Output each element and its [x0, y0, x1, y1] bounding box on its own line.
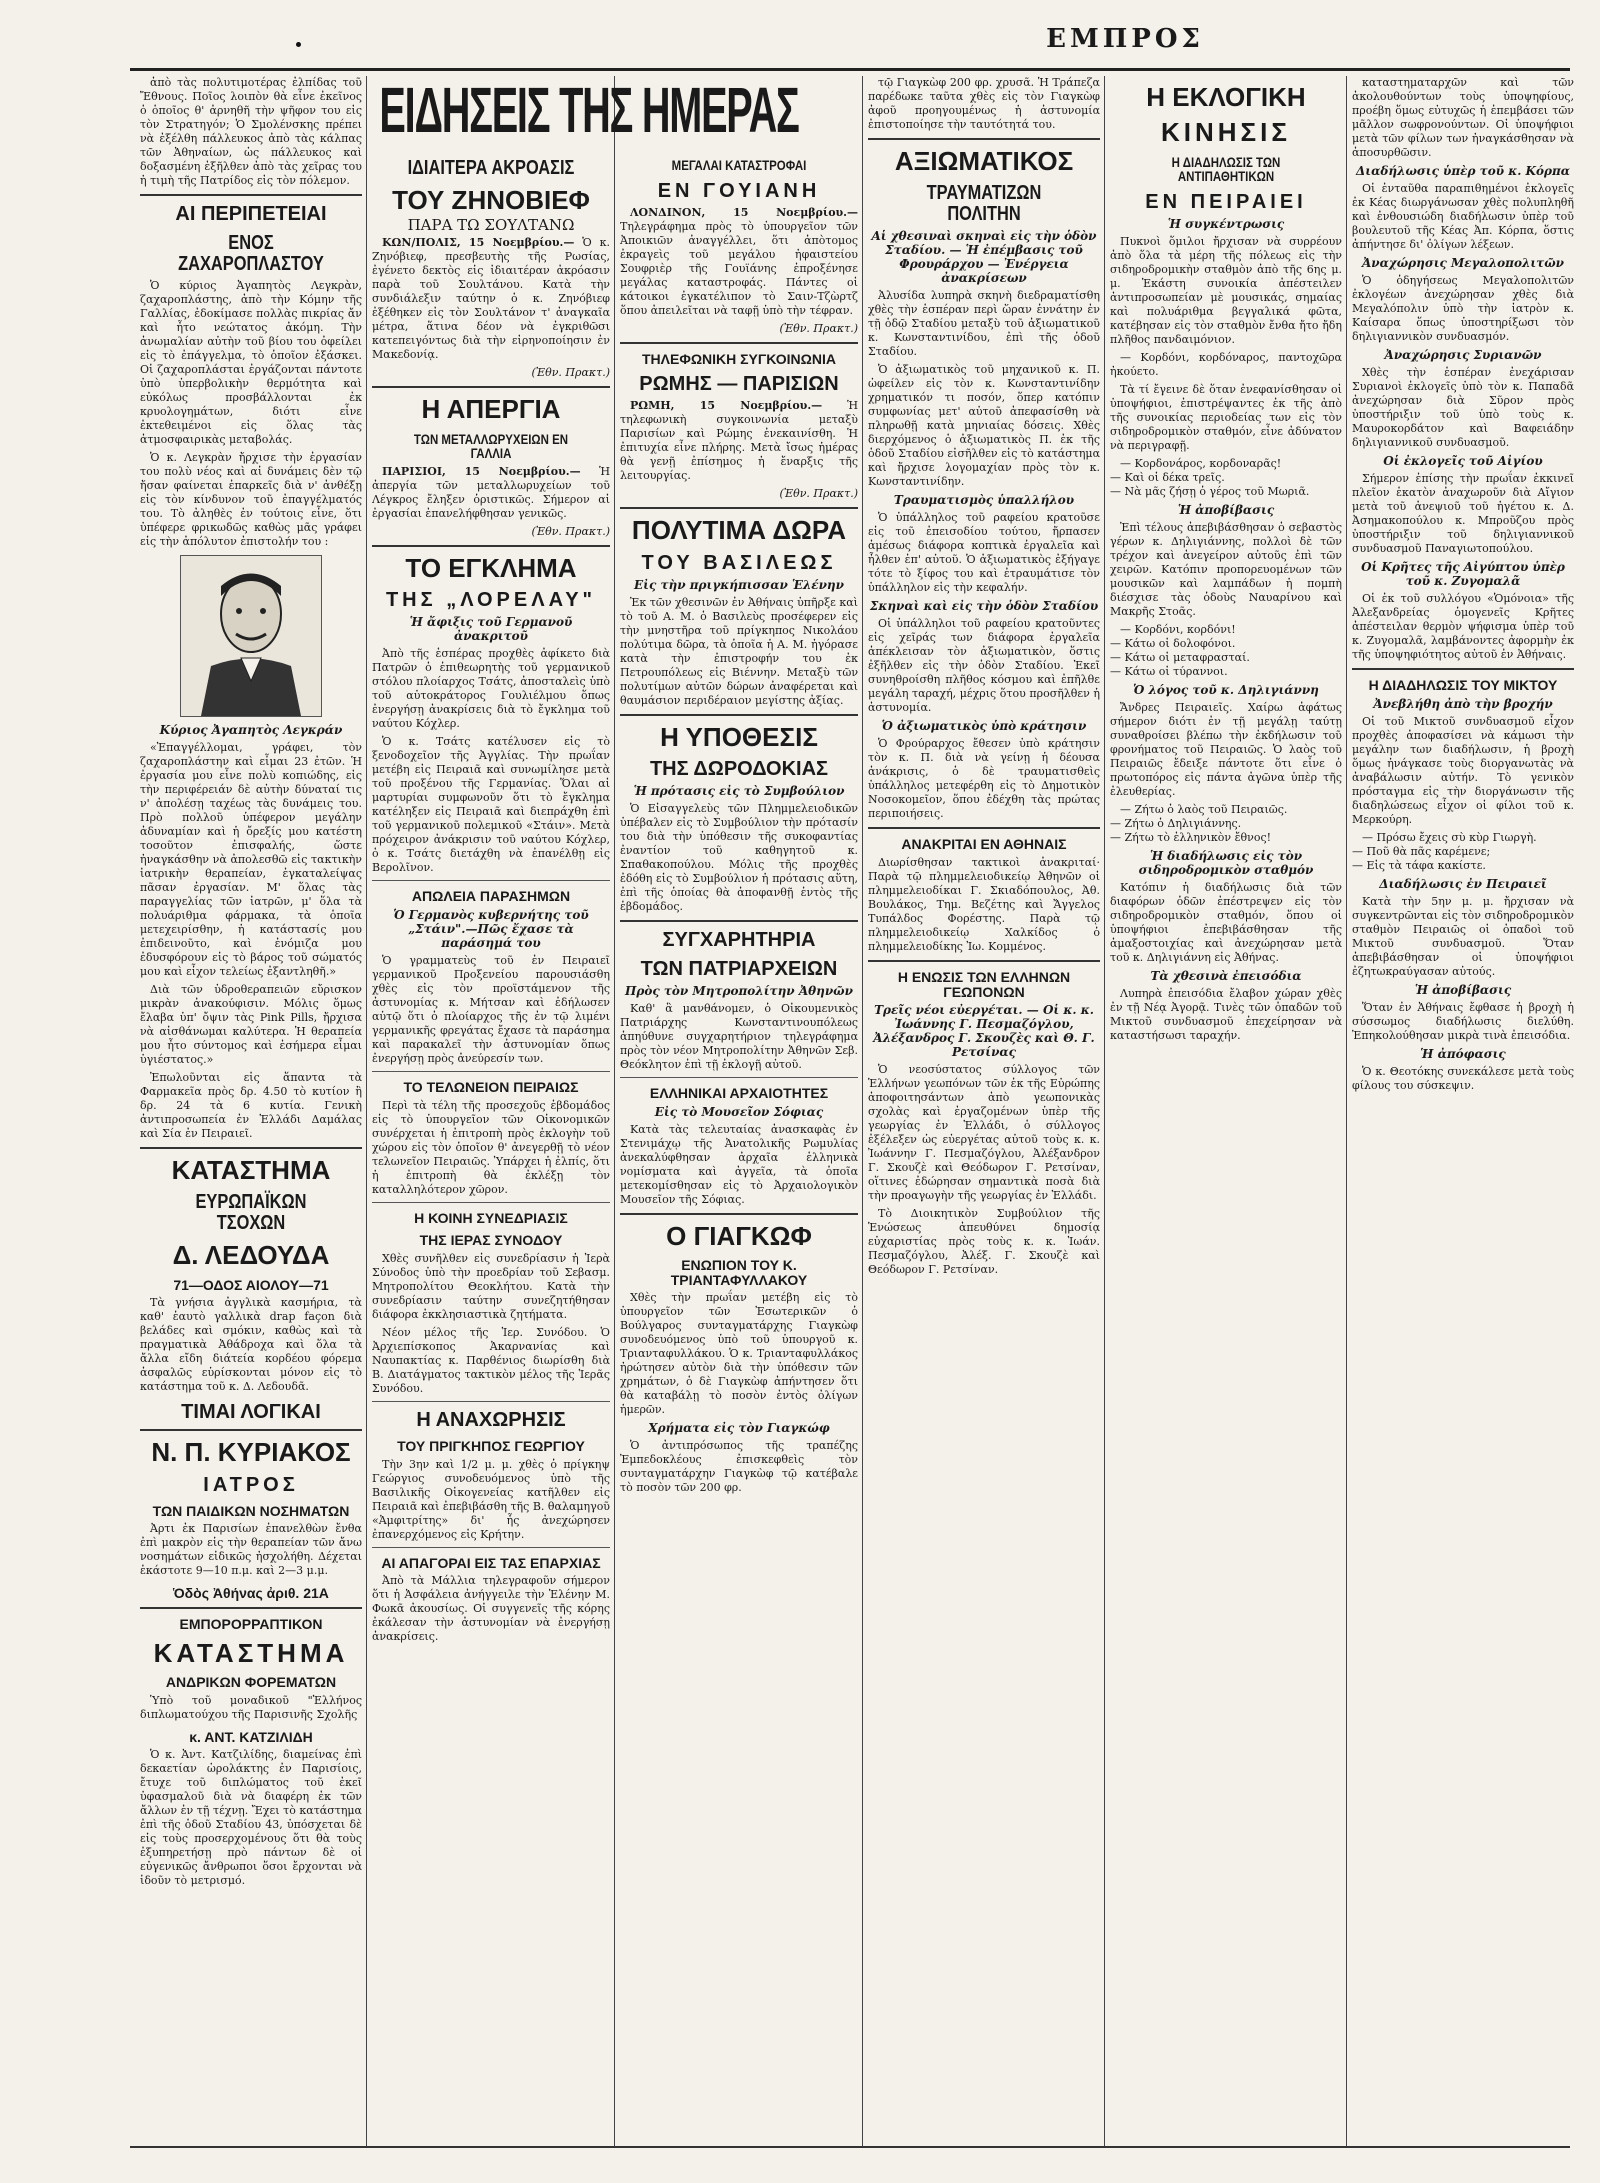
divider [868, 827, 1100, 829]
article-text: Λυπηρὰ ἐπεισόδια ἔλαβον χώραν χθὲς ἐν τῇ Νέᾳ Ἀγορᾷ. Τινὲς τῶν ὀπαδῶν τοῦ Μικτοῦ συνδυασμοῦ ἐπεχείρησαν νὰ καταστήσωσι ταραχήν. [1110, 986, 1342, 1042]
dateline: ΡΩΜΗ, 15 Νοεμβρίου.— [630, 399, 823, 413]
portrait-illustration [180, 555, 322, 717]
continued-text: ἀπὸ τὰς πολυτιμοτέρας ἐλπίδας τοῦ Ἔθνους. Ποῖος λοιπὸν θὰ εἶνε ἐκεῖνος ὁ ὁποῖος θ' ἀρνηθῆ τὴν ψῆφον του εἰς τὸν Στρατηγόν; Ὁ Σμολένσκης πρέπει νὰ ἐξέλθη πάλλευκος ἀπὸ τὰς κάλπας τῶν Ἀθηναίων, ὡς πάλλευκος καὶ δοξασμένη ἐξῆλθεν ἀπὸ τὰς χεῖρας του ἡ τιμὴ τῆς Πατρίδος εἰς τὸν πόλεμον. [140, 76, 362, 187]
subheadline: Ἀνεβλήθη ἀπὸ τὴν βροχήν [1373, 696, 1553, 711]
divider [140, 1607, 362, 1609]
article-text: Οἱ ὑπάλληλοι τοῦ ραφείου κρατοῦντες εἰς χεῖράς των διάφορα ἐργαλεῖα ἀπέκλεισαν τὸν ἀξιωματικὸν, ὅστις ἐξῆλθεν εἰς τὴν ὁδὸν Σταδίου. Ἐκεῖ συνηθροίσθη πλῆθος κόσμου καὶ ἐπῆλθε μεγάλη ταραχή, μέχρις ὅτου προσῆλθεν ἡ ἀστυνομία. [868, 617, 1100, 715]
headline: ΤΟΥ ΒΑΣΙΛΕΩΣ [641, 551, 837, 574]
dateline: ΚΩΝ/ΠΟΛΙΣ, 15 Νοεμβρίου.— [382, 236, 575, 250]
headline: Η ΑΠΕΡΓΙΑ [421, 394, 561, 425]
ad-headline: ΤΩΝ ΠΑΙΔΙΚΩΝ ΝΟΣΗΜΑΤΩΝ [152, 1502, 350, 1519]
subheadline: Τρεῖς νέοι εὐεργέται. — Οἱ κ. κ. Ἰωάννης Γ. Πεσμαζόγλου, Ἀλέξανδρος Γ. Σκουζὲς καὶ Θ. Γ. Ρετσίνας [873, 1003, 1095, 1060]
article-text: «Ἐπαγγέλλομαι, γράφει, τὸν ζαχαροπλάστην καὶ εἶμαι 23 ἐτῶν. Ἡ ἐργασία μου εἶνε πολὺ κοπιώδης, εἰς τὴν περιφέρειάν δὲ αὐτὴν δύναταί τις ν' ἀπολέσῃ ταχέως τὰς δυνάμεις του. Πρὸ πολλοῦ ὑπέφερον μεγάλην ἀδυναμίαν καὶ ἡ ὄρεξίς μου κατέστη τοσοῦτον ἐπισφαλής, ὥστε ἠναγκάσθην νὰ ἀπολεσθῶ εἰς τακτικὴν ἰατρικὴν θεραπείαν, ἐγκαταλείψας πᾶσαν ἐργασίαν. Μ' ὅλας τὰς παραγγελίας τῶν ἰατρῶν, μ' ὅλα τὰ πολυάριθμα φάρμακα, τὰ ὁποῖα μετεχειρίσθην, ἡ κατάστασίς μου ἐπιδεινοῦτο, καὶ ἐνόμιζα μου ἐδυσφόρουν εἰς τὸ βάρος τοῦ σώματός μου καὶ εἶχον τελείως ἐξαντληθῆ.» [140, 741, 362, 978]
continued-text: καταστηματαρχῶν καὶ τῶν ἀκολουθούντων τοὺς ὑποψηφίους, προέβη ὅμως εὐτυχῶς ἡ ἐπεμβάσει τῶν μᾶλλον σωφρονούντων. Οἱ ὑποψήφιοι μετὰ τῶν φίλων των ἠναγκάσθησαν νὰ ἀποσυρθῶσιν. [1352, 76, 1574, 159]
ad-text: Ὑπὸ τοῦ μοναδικοῦ "Ἑλλήνος διπλωματούχου τῆς Παρισινῆς Σχολῆς [140, 1693, 362, 1721]
headline: ΜΕΓΑΛΑΙ ΚΑΤΑΣΤΡΟΦΑΙ [671, 157, 807, 173]
ad-address: 71—ΟΔΟΣ ΑΙΟΛΟΥ—71 [173, 1276, 329, 1293]
article-text: Διωρίσθησαν τακτικοὶ ἀνακριταί· Παρὰ τῷ πλημμελειοδικείῳ Ἀθηνῶν οἱ πλημμελειοδίκαι Γ. Σκιαδόπουλος, Ἀθ. Βουλάκος, Τημ. Βεζέτης καὶ Ἄγγελος Τυπάλδος Φορέστης. Παρὰ τῷ πλημμελειοδικείῳ Χαλκίδος ὁ πλημμελειοδίκης Ἰω. Κομμένος. [868, 855, 1100, 953]
article-text: — Κορδόνι, κορδόνι! — Κάτω οἱ δολοφόνοι. — Κάτω οἱ μεταφρασταί. — Κάτω οἱ τύραννοι. [1110, 622, 1250, 678]
divider [372, 1547, 610, 1548]
article-text: Κατὰ τὰς τελευταίας ἀνασκαφὰς ἐν Στενιμάχῳ τῆς Ἀνατολικῆς Ρωμυλίας ἀνεκαλύφθησαν ἀρχαῖα ἑλληνικὰ νομίσματα καὶ ἀγγεῖα, τὰ ὁποῖα μετεκομίσθησαν εἰς τὸ Ἀρχαιολογικὸν Μουσεῖον τῆς Σόφιας. [620, 1122, 858, 1206]
article-text: Κατὰ τὴν 5ην μ. μ. ἤρχισαν νὰ συγκεντρῶνται εἰς τὸν σιδηροδρομικὸν σταθμὸν Πειραιῶς οἱ ὀπαδοὶ τοῦ Μικτοῦ συνδυασμοῦ. Ὅταν ἀπεβιβάσθησαν οἱ ὑποψήφιοι ἐζητωκραύγασαν αὐτούς. [1352, 894, 1574, 978]
ad-headline: ΚΑΤΑΣΤΗΜΑ [171, 1155, 331, 1185]
article-text: Πυκνοὶ ὅμιλοι ἤρχισαν νὰ συρρέουν ἀπὸ ὅλα τὰ μέρη τῆς πόλεως εἰς τὴν σιδηροδρομικὴν σταθμὸν ἀπὸ τῆς 6ης μ. μ. Ἑκάστη συνοικία ἀπέστειλεν ἀντιπροσωπείαν μὲ μουσικάς, σημαίας καὶ πολυάριθμα βεγγαλικά φῶτα, κατέβησαν εἰς τὸν σταθμὸν ἔνθα ἤτο ἤδη πλῆθος πανδαιμόνιον. [1110, 234, 1342, 346]
headline: Η ΕΝΩΣΙΣ ΤΩΝ ΕΛΛΗΝΩΝ ΓΕΩΠΟΝΩΝ [897, 968, 1071, 1000]
column-divider [614, 76, 615, 2146]
ad-headline: ΑΝΔΡΙΚΩΝ ΦΟΡΕΜΑΤΩΝ [165, 1673, 337, 1690]
headline: ΕΛΛΗΝΙΚΑΙ ΑΡΧΑΙΟΤΗΤΕΣ [649, 1084, 829, 1101]
divider [372, 545, 610, 547]
ad-headline: ΕΜΠΟΡΟΡΡΑΠΤΙΚΟΝ [179, 1615, 323, 1632]
article-text: — Ζήτω ὁ λαὸς τοῦ Πειραιῶς. — Ζήτω ὁ Δηλιγιάννης. — Ζήτω τὸ ἑλληνικὸν ἔθνος! [1110, 802, 1288, 844]
subheadline: Αἱ χθεσιναὶ σκηναὶ εἰς τὴν ὁδὸν Σταδίου. — Ἡ ἐπέμβασις τοῦ Φρουράρχου — Ἐνέργεια ἀνακρίσεων [871, 229, 1097, 286]
headline: ΤΟ ΤΕΛΩΝΕΙΟΝ ΠΕΙΡΑΙΩΣ [403, 1078, 579, 1095]
subheadline: Τὰ χθεσινὰ ἐπεισόδια [1150, 968, 1302, 983]
ad-headline: ΚΑΤΑΣΤΗΜΑ [153, 1637, 349, 1668]
subheadline: Εἰς τὸ Μουσεῖον Σόφιας [654, 1104, 824, 1119]
divider [140, 1147, 362, 1149]
article-text: Ὁ κ. Θεοτόκης συνεκάλεσε μετὰ τοὺς φίλους του σύσκεψιν. [1352, 1064, 1574, 1092]
subheadline: Ἡ ἀποβίβασις [1177, 502, 1275, 517]
divider [140, 1429, 362, 1431]
subheadline: Πρὸς τὸν Μητροπολίτην Ἀθηνῶν [625, 983, 853, 998]
headline: Η ΔΙΑΔΗΛΩΣΙΣ ΤΟΥ ΜΙΚΤΟΥ [1368, 677, 1558, 693]
column-5 [1110, 76, 1342, 2146]
article-text: Τὸ Διοικητικὸν Συμβούλιον τῆς Ἑνώσεως ἀπευθύνει δημοσίᾳ εὐχαριστίας πρὸς τοὺς κ. κ. Ἰωάν. Πεσμαζόγλου, Ἀλέξ. Γ. Σκουζὲ καὶ Θεόδωρον Γ. Ρετσίναν. [868, 1207, 1100, 1277]
subheadline: Ἡ συγκέντρωσις [1167, 216, 1285, 231]
headline: ΤΟΥ ΠΡΙΓΚΗΠΟΣ ΓΕΩΡΓΙΟΥ [397, 1438, 585, 1455]
subheadline: Ἡ ἀποβίβασις [1414, 982, 1512, 997]
ink-spot [296, 42, 301, 47]
article-text: Ἡ ἀπεργία τῶν μεταλλωρυχείων τοῦ Λέγκρος ἔληξεν ὁριστικῶς. Σήμερον αἱ ἐργασίαι ἐπανελήφθησαν γενικῶς. [372, 464, 610, 520]
headline: ΕΝ ΓΟΥΙΑΝΗ [657, 179, 821, 202]
subheadline: Ὁ Γερμανὸς κυβερνήτης τοῦ „Στάιν".—Πῶς ἔχασε τὰ παράσημά του [393, 907, 589, 950]
headline: ΑΠΩΛΕΙΑ ΠΑΡΑΣΗΜΩΝ [411, 888, 571, 905]
divider [620, 920, 858, 922]
headline: ΤΗΣ ΔΩΡΟΔΟΚΙΑΣ [649, 757, 829, 780]
article-text: Χθὲς συνῆλθεν εἰς συνεδρίασιν ἡ Ἱερὰ Σύνοδος ὑπὸ τὴν προεδρίαν τοῦ Σεβασμ. Μητροπολίτου Θεοκλήτου. Κατὰ τὴν συνεδρίασιν ταύτην συνεζητήθησαν διάφορα ἐκκλησιαστικὰ ζητήματα. [372, 1252, 610, 1322]
article-text: Ὁ Φρούραρχος ἔθεσεν ὑπὸ κράτησιν τὸν κ. Π. διὰ νὰ γείνῃ ἡ δέουσα ἀνάκρισις, ὁ δὲ τραυματισθεὶς ὑπάλληλος μετεφέρθη εἰς τὸ Δημοτικὸν Νοσοκομεῖον, ὅπου ἐδέχθη τὰς πρώτας περιποιήσεις. [868, 737, 1100, 821]
divider [868, 138, 1100, 140]
headline: Η ΕΚΛΟΓΙΚΗ [1146, 82, 1306, 112]
article-text: Περὶ τὰ τέλη τῆς προσεχοῦς ἑβδομάδος εἰς τὸ ὑπουργεῖον τῶν Οἰκονομικῶν συνέρχεται ἡ ἐπιτροπὴ πρὸς ἐκλογὴν τοῦ χώρου εἰς τὸν ὁποῖον θ' ἀνεγερθῇ τὸ νέον τελωνεῖον Πειραιῶς. Ὑπάρχει ἡ ἐλπίς, ὅτι ἡ ἐπιτροπὴ θὰ ἐκλέξῃ τὸν καταλληλότερον χῶρον. [372, 1098, 610, 1196]
headline: ΣΥΓΧΑΡΗΤΗΡΙΑ [662, 928, 816, 951]
ad-headline: ΕΥΡΩΠΑΪΚΩΝ ΤΣΟΧΩΝ [195, 1191, 307, 1235]
subheadline: Οἱ ἐκλογεῖς τοῦ Αἰγίου [1383, 454, 1543, 468]
dateline: ΠΑΡΙΣΙΟΙ, 15 Νοεμβρίου.— [382, 464, 581, 478]
subheadline: Ἡ ἀπόφασις [1420, 1046, 1506, 1061]
article-text: Ὁ κ. Λεγκρὰν ἤρχισε τὴν ἐργασίαν του πολὺ νέος καὶ αἱ δυνάμεις δὲν τῷ ἤσαν φαίνεται ἐπαρκεῖς διὰ ν' ἀνθέξῃ εἰς τὸν κίνδυνον τοῦ ἐπαγγέλματός του. Τὸ ἀληθὲς ἐν τούτοις εἶνε, ὅτι ὑπέφερε φρικωδῶς καθὼς μᾶς γράφει εἰς τὴν ἀπόλυτον ἐπιστολήν του : [140, 451, 362, 548]
article-text: — Κορδονάρος, κορδοναρᾶς! — Καὶ οἱ δέκα τρεῖς. — Νὰ μᾶς ζήσῃ ὁ γέρος τοῦ Μωριᾶ. [1110, 456, 1310, 498]
headline: ΙΔΙΑΙΤΕΡΑ ΑΚΡΟΑΣΙΣ [407, 157, 575, 179]
headline: ΤΗΣ „ΛΟΡΕΛΑΥ" [385, 589, 597, 612]
article-text: Οἱ ἐκ τοῦ συλλόγου «Ὁμόνοια» τῆς Ἀλεξανδρείας ὁμογενεῖς Κρῆτες ἀπέστειλαν θερμὸν ψήφισμα ὑπὲρ τοῦ κ. Ζυγομαλᾶ, λαμβάνοντες ἀφορμὴν ἐκ τῆς ὑποψηφιότητος αὐτοῦ ἐν Ἀθήναις. [1352, 592, 1574, 661]
bottom-rule [130, 2146, 1570, 2148]
ad-headline: ΙΑΤΡΟΣ [203, 1473, 299, 1496]
article-text: Νέον μέλος τῆς Ἱερ. Συνόδου. Ὁ Ἀρχιεπίσκοπος Ἀκαρνανίας καὶ Ναυπακτίας κ. Παρθένιος διωρίσθη διὰ Β. Διατάγματος τακτικὸν μέλος τῆς Ἱερᾶς Συνόδου. [372, 1326, 610, 1396]
article-text: Καθ' ἃ μανθάνομεν, ὁ Οἰκουμενικὸς Πατριάρχης Κωνσταντινουπόλεως ἀπηύθυνε συγχαρητήριον τηλεγράφημα πρὸς τὸν νέον Μητροπολίτην Ἀθηνῶν Σεβ. Θεόκλητον ἐπὶ τῇ ἐκλογῇ αὐτοῦ. [620, 1001, 858, 1071]
subheadline: Ἀναχώρησις Συριανῶν [1384, 348, 1542, 362]
subheadline: ΠΑΡΑ ΤΩ ΣΟΥΛΤΑΝΩ [407, 216, 575, 235]
subheadline: Χρήματα εἰς τὸν Γιαγκώφ [648, 1421, 830, 1436]
headline: ΑΝΑΚΡΙΤΑΙ ΕΝ ΑΘΗΝΑΙΣ [901, 836, 1067, 853]
article-text: Ὁ ἀξιωματικὸς τοῦ μηχανικοῦ κ. Π. ὠφείλεν εἰς τὸν κ. Κωνσταντινίδην χρηματικόν τι ποσόν, ὅπερ κατόπιν συμφωνίας μετ' αὐτοῦ ἀπεφασίσθη νὰ πληρωθῇ κατὰ μηνιαίας δόσεις. Χθὲς διερχόμενος ὁ ἀξιωματικὸς Π. ἐκ τῆς ὁδοῦ Σταδίου εἰσῆλθεν εἰς τὸ κατάστημα καὶ ἤρχισε λογομαχίαν πρὸς τὸν κ. Κωνσταντινίδην. [868, 363, 1100, 489]
subheadline: Σκηναὶ καὶ εἰς τὴν ὁδὸν Σταδίου [869, 599, 1099, 614]
divider [372, 1071, 610, 1072]
article-text: — Κορδόνι, κορδόναρος, παντοχῶρα ἠκούετο. [1110, 350, 1342, 378]
article-text: Κατόπιν ἡ διαδήλωσις διὰ τῶν διαφόρων ὁδῶν ἐπέστρεψεν εἰς τὸν σιδηροδρομικὸν σταθμόν, ὅπου οἱ ὑποψήφιοι ἐπεβιβάσθησαν τῆς ἁμαξοστοιχίας καὶ ἀνεχώρησαν μετὰ τοῦ κ. Δηλιγιάννη εἰς Ἀθήνας. [1110, 880, 1342, 964]
man-portrait-icon [181, 556, 321, 716]
article-text: Ἐκ τῶν χθεσινῶν ἐν Ἀθήναις ὑπῆρξε καὶ τὸ τοῦ Α. Μ. ὁ Βασιλεὺς προσέφερεν εἰς τὴν μνηστῆρα τοῦ πρίγκηπος Νικολάου πολύτιμα δῶρα, τὰ ὁποῖα ἡ Α. Μ. ἠγόρασε κατὰ τὴν ἐπιστροφήν του ἐκ Πετρουπόλεως εἰς Βιέννην. Μεταξὺ τῶν πολυτίμων αὐτῶν δώρων ἀναφέρεται καὶ θαυμάσιον περιδέραιον μεγίστης ἀξίας. [620, 595, 858, 707]
article-text: Ὁ κ. Τσάτς κατέλυσεν εἰς τὸ ξενοδοχεῖον τῆς Ἀγγλίας. Τὴν πρωΐαν μετέβη εἰς Πειραιᾶ καὶ συνωμίλησε μετὰ τοῦ προξένου τῆς Γερμανίας. Ὅλαι αἱ μαρτυρίαι συμφωνοῦν ὅτι τὸ ἔγκλημα κατέληξεν εἰς Πειραιᾶ καὶ διεπράχθη ἐπὶ τοῦ γερμανικοῦ πολεμικοῦ «Στάιν». Μετὰ πρόχειρον ἀνάκρισιν τοῦ ναύτου Κόχλερ, ὁ κ. Τσάτς διετάχθη νὰ ἐπανέλθῃ εἰς Βερολῖνον. [372, 735, 610, 875]
article-text: Σήμερον ἐπίσης τὴν πρωΐαν ἐκκινεῖ πλεῖον ἑκατὸν ἀναχωροῦν διὰ Αἴγιον μετὰ τοῦ ἀνεψιοῦ τοῦ ἡγέτου κ. Δ. Ἀσημακοπούλου κ. Μπροῦζου πρὸς ὑποστήριξιν τοῦ δηλιγιαννικοῦ συνδυασμοῦ Παναγιωτοπούλου. [1352, 472, 1574, 555]
headline: ΕΝΩΠΙΟΝ ΤΟΥ Κ. ΤΡΙΑΝΤΑΦΥΛΛΑΚΟΥ [670, 1256, 808, 1288]
headline: ΑΙ ΠΕΡΙΠΕΤΕΙΑΙ [175, 203, 327, 225]
divider [620, 1213, 858, 1215]
headline: ΕΝ ΠΕΙΡΑΙΕΙ [1145, 190, 1307, 213]
headline: ΕΝΟΣ ΖΑΧΑΡΟΠΛΑΣΤΟΥ [178, 232, 324, 275]
column-divider [862, 76, 863, 2146]
subheadline: Οἱ Κρῆτες τῆς Αἰγύπτου ὑπὲρ τοῦ κ. Ζυγομαλᾶ [1361, 560, 1565, 588]
article-text: Τὰ τί ἔγεινε δὲ ὅταν ἐνεφανίσθησαν οἱ ὑποψήφιοι, ἐπιστρέψαντες ἐκ τῆς ἀπὸ τῆς συνοικίας περιοδείας των εἰς τὸν σιδηροδρομικὸν σταθμόν, εἶνε ἀδύνατον νὰ περιγραφῇ. [1110, 382, 1342, 452]
article-text: Ὁ κ. Ζηνόβιεφ, πρεσβευτὴς τῆς Ρωσίας, ἐγένετο δεκτὸς εἰς ἰδιαιτέραν ἀκρόασιν παρὰ τοῦ Σουλτάνου. Κατὰ τὴν συνδιάλεξιν ταύτην ὁ κ. Ζηνόβιεφ ἐξέθηκεν εἰς τὸν Σουλτάνον τ' ἀναγκαῖα μέτρα, ἅτινα δέον νὰ ἐγκριθῶσι κατεπειγόντως διὰ τὴν εἰρηνοποίησιν ἐν Μακεδονίᾳ. [372, 236, 610, 362]
divider [620, 714, 858, 716]
article-text: Ἄνδρες Πειραιεῖς. Χαίρω ἀφάτως σήμερον διότι ἐν τῇ μεγάλῃ ταύτῃ συναθροίσει βλέπω τὴν ἐκδήλωσιν τοῦ φρονήματος τοῦ Πειραιῶς. Ὁ λαὸς τοῦ Πειραιῶς ἔδειξε πάντοτε ὅτι εἶνε ὁ πρωτοπόρος εἰς πάντα ἀγῶνα ὑπὲρ τῆς ἐλευθερίας. [1110, 700, 1342, 798]
dateline: ΛΟΝΔΙΝΟΝ, 15 Νοεμβρίου.— [630, 205, 858, 219]
article-text: Ὁ γραμματεὺς τοῦ ἐν Πειραιεῖ γερμανικοῦ Προξενείου παρουσιάσθη χθὲς εἰς τὸν προϊστάμενον τῆς ἀστυνομίας κ. Μήτσαν καὶ ἐδήλωσεν αὐτῷ ὅτι ὁ πλοίαρχος τῆς ἐν τῷ λιμένι γερμανικῆς φρεγάτας ἔχασε τὰ παράσημα καὶ παρακαλεῖ τὴν ἀστυνομίαν ὅπως ἐνεργήσῃ πρὸς ἀνεύρεσίν των. [372, 953, 610, 1065]
ad-text: Τὰ γνήσια ἀγγλικὰ κασμήρια, τὰ καθ' ἑαυτὸ γαλλικὰ drap façon διὰ βελάδες καὶ σμόκιν, καθὼς καὶ τὰ πραγματικὰ Ἀθάδροχα καὶ ὅλα τὰ ἄλλα εἴδη διάτεία κορδέου φόρεμα ἀσφαλῶς εὑρίσκονται μόνον εἰς τὸ κατάστημα τοῦ κ. Δ. Λεδουδᾶ. [140, 1296, 362, 1394]
subheadline: Ὁ λόγος τοῦ κ. Δηλιγιάννη [1133, 682, 1319, 697]
divider [620, 507, 858, 509]
article-text: Ὁ κύριος Ἀγαπητὸς Λεγκρὰν, ζαχαροπλάστης, ἀπὸ τὴν Κόμην τῆς Γαλλίας, ἐδοκίμασε πολλὰς πικρίας ἄν καὶ ἦτο νεώτατος ἀκόμη. Τὴν ἀνωμαλίαν αὐτὴν τοῦ βίου του ὀφείλει εἰς τὸ ἐπάγγελμα, τὸ ὁποῖον ἐξάσκει. Οἱ ζαχαροπλάσται ἐργάζονται πάντοτε ὑπὸ ὑπερβολικὴν θερμότητα καὶ εὐκόλως προσβάλλονται ἐκ κρυολογημάτων, διότι εἶνε ἐκτεθειμένοι εἰς ὅλας τὰς ἀτμοσφαιρικὰς μεταβολάς. [140, 279, 362, 446]
ad-headline: Δ. ΛΕΔΟΥΔΑ [172, 1240, 330, 1271]
headline: ΤΩΝ ΠΑΤΡΙΑΡΧΕΙΩΝ [640, 957, 838, 980]
ad-headline: κ. ΑΝΤ. ΚΑΤΖΙΛΙΔΗ [189, 1728, 313, 1745]
headline: ΤΗΣ ΙΕΡΑΣ ΣΥΝΟΔΟΥ [419, 1232, 563, 1249]
headline: ΡΩΜΗΣ — ΠΑΡΙΣΙΩΝ [639, 373, 839, 396]
article-text: Ὅταν ἐν Ἀθήναις ἔφθασε ἡ βροχὴ ἡ σύσσωμος διαδήλωσις διελύθη. Ἐπηκολούθησαν μικρὰ τινὰ ἐπεισόδια. [1352, 1000, 1574, 1042]
headline: ΤΗΛΕΦΩΝΙΚΗ ΣΥΓΚΟΙΝΩΝΙΑ [641, 350, 836, 367]
headline: ΤΡΑΥΜΑΤΙΖΩΝ ΠΟΛΙΤΗΝ [926, 182, 1042, 226]
continued-text: τῷ Γιαγκὼφ 200 φρ. χρυσᾶ. Ἡ Τράπεζα παρέδωκε ταῦτα χθὲς εἰς τὸν Γιαγκὼφ ἀφοῦ προηγουμένως ἡ ἀστυνομία ἐπιστοποίησε τὴν ταυτότητά του. [868, 76, 1100, 131]
article-text: Τηλεγράφημα πρὸς τὸ ὑπουργεῖον τῶν Ἀποικιῶν ἀναγγέλλει, ὅτι ἀπὸτομος ἐκραγεὶς τοῦ μεγάλου ἡφαιστείου Σουφριὲρ τῆς Γουϊάνης ἐπροξένησε μεγάλας καταστροφάς. Πάντες οἱ κάτοικοι ἐγκατέλιπον τὸ Σαιν-Τζὼρτζ ὅπου ἀπειλεῖται νὰ ταφῇ ὑπὸ τὴν τέφραν. [620, 219, 858, 317]
divider [372, 880, 610, 881]
article-text: Ἀλυσίδα λυπηρὰ σκηνὴ διεδραματίσθη χθὲς τὴν ἑσπέραν περὶ ὥραν ἐννάτην ἐν τῇ ὁδῷ Σταδίου μεταξὺ τοῦ ἀξιωματικοῦ κ. Κωνσταντινίδου, ἐπὶ τῆς ὁδοῦ Σταδίου. [868, 289, 1100, 359]
headline: ΤΟ ΕΓΚΛΗΜΑ [405, 552, 577, 583]
ad-address: Ὁδὸς Ἀθήνας ἀριθ. 21Α [173, 1585, 329, 1602]
column-6 [1352, 76, 1574, 2146]
article-text: Ἀπὸ τὰ Μάλλια τηλεγραφοῦν σήμερον ὅτι ἡ Ἀσφάλεια ἀνήγγειλε τὴν Ἑλένην Μ. Φωκᾶ ἀκουσίως. Οἱ συγγενεῖς τῆς κόρης ἐκάλεσαν τὴν ἀστυνομίαν νὰ ἐνεργήσῃ ἀνακρίσεις. [372, 1574, 610, 1644]
article-text: Ὁ Εἰσαγγελεὺς τῶν Πλημμελειοδικῶν ὑπέβαλεν εἰς τὸ Συμβούλιον τὴν πρότασίν του διὰ τὴν ὑπόθεσιν τῆς συκοφαντίας ἐναντίον τοῦ καθηγητοῦ κ. Σπαθακοπούλου. Μόλις τῆς προχθὲς ἐδόθη εἰς τὸ Συμβούλιον ἡ πρότασις αὕτη, ἐπὶ τῆς ὁποίας θὰ ἀποφανθῇ ἐντὸς τῆς ἑβδομάδος. [620, 801, 858, 913]
headline: ΑΞΙΩΜΑΤΙΚΟΣ [894, 146, 1074, 176]
article-text: Ὁ ὁδηγήσεως Μεγαλοπολιτῶν ἐκλογέων ἀνεχώρησαν χθὲς διὰ Μεγαλόπολιν ὑπὸ τὴν ἰατρὸν κ. Καίσαρα ὅπως ὑποστηρίξωσι τὸν δηλιγιαννικὸν συνδυασμόν. [1352, 274, 1574, 343]
article-text: Τὴν 3ην καὶ 1/2 μ. μ. χθὲς ὁ πρίγκηψ Γεώργιος συνοδευόμενος ὑπὸ τῆς Βασιλικῆς Οἰκογενείας κατῆλθεν εἰς Πειραιᾶ καὶ ἐπεβιβάσθη τῆς Β. θαλαμηγοῦ «Ἀμφιτρίτης» δι' ἧς ἀνεχώρησεν ἐπανερχόμενος εἰς Κρήτην. [372, 1457, 610, 1541]
headline: Η ΔΙΑΔΗΛΩΣΙΣ ΤΩΝ ΑΝΤΙΠΑΘΗΤΙΚΩΝ [1171, 153, 1281, 185]
ad-tagline: ΤΙΜΑΙ ΛΟΓΙΚΑΙ [181, 1401, 321, 1424]
top-rule [130, 68, 1570, 71]
headline: ΠΟΛΥΤΙΜΑ ΔΩΡΑ [631, 515, 847, 546]
ad-text: Ἀρτι ἐκ Παρισίων ἐπανελθὼν ἔνθα ἐπὶ μακρὸν εἰς τὴν θεραπείαν τῶν ἄνω νοσημάτων εἰδικῶς ἠσχολήθη. Δέχεται ἑκάστοτε 9—10 π.μ. καὶ 2—3 μ.μ. [140, 1522, 362, 1578]
divider [1352, 668, 1574, 670]
divider [372, 386, 610, 388]
subheadline: Εἰς τὴν πριγκήπισσαν Ἑλένην [634, 577, 844, 592]
subheadline: Ἀναχώρησις Μεγαλοπολιτῶν [1361, 256, 1565, 270]
article-text: Ὁ νεοσύστατος σύλλογος τῶν Ἑλλήνων γεωπόνων τῶν ἐκ τῆς Εὐρώπης ἀποφοιτησάντων ἀπὸ γεωπονικὰς σχολὰς καὶ ἐργαζομένων ὑπὲρ τῆς γεωργίας ἐν Ἑλλάδι, ὁ σύλλογος ἐξέλεξεν ὡς εὐεργέτας αὐτοῦ τοὺς κ. κ. Ἰωάννην Γ. Πεσμαζόγλου, Ἀλέξανδρον Γ. Σκουζὲ καὶ Θεόδωρον Γ. Ρετσίναν, οἵτινες ἐδώρησαν σημαντικὰ ποσὰ διὰ τὴν προαγωγὴν τῆς γεωργίας ἐν Ἑλλάδι. [868, 1063, 1100, 1203]
column-divider [1104, 76, 1105, 2146]
article-text: Ἐπὶ τέλους ἀπεβιβάσθησαν ὁ σεβαστὸς γέρων κ. Δηλιγιάννης, πολλοὶ δὲ τῶν τρέχον καὶ ἀνεγείρον αὐτοῦς ἐπὶ τῶν χειρῶν. Κατόπιν προπορευομένων τῶν μουσικῶν καὶ λαμπάδων ἡ πομπὴ διέσχισε τὰς ὁδοὺς Ναυαρίνου καὶ Μακρῆς Στοᾶς. [1110, 520, 1342, 618]
divider [372, 1401, 610, 1402]
portrait-caption: Κύριος Ἀγαπητὸς Λεγκράν [159, 723, 343, 737]
headline: ΤΟΥ ΖΗΝΟΒΙΕΦ [392, 185, 590, 215]
headline: Η ΥΠΟΘΕΣΙΣ [660, 721, 818, 752]
article-text: Ἡ τηλεφωνικὴ συγκοινωνία μεταξὺ Παρισίων καὶ Ρώμης ἐνεκαινίσθη. Ἡ ἐπιτυχία εἶνε πλήρης. Μετὰ ἴσως ἡμέρας θὰ γενῇ ἐπίσημος ἡ ἔναρξις τῆς λειτουργίας. [620, 399, 858, 483]
headline: ΚΙΝΗΣΙΣ [1161, 117, 1291, 148]
subheadline: Ὁ ἀξιωματικὸς ὑπὸ κράτησιν [881, 719, 1087, 734]
article-text: Ἀπὸ τῆς ἑσπέρας προχθὲς ἀφίκετο διὰ Πατρῶν ὁ ἐπιθεωρητὴς τοῦ γερμανικοῦ στόλου πλοίαρχος Τσάτς, ἀποσταλεὶς ὑπὸ τοῦ αὐτοκράτορος Γουλιέλμου ὅπως ἐνεργήσῃ ἀνακρίσεις διὰ τὸ ἔγκλημα τοῦ ναύτου Κόχλερ. [372, 647, 610, 731]
masthead: ΕΜΠΡΟΣ [1046, 24, 1204, 54]
column-divider [1346, 76, 1347, 2146]
headline: Η ΑΝΑΧΩΡΗΣΙΣ [416, 1409, 566, 1432]
source-credit: (Ἐθν. Πρακτ.) [531, 366, 610, 380]
subheadline: Ἡ πρότασις εἰς τὸ Συμβούλιον [633, 783, 845, 798]
subheadline: Ἡ διαδήλωσις εἰς τὸν σιδηροδρομικὸν σταθμόν [1138, 848, 1314, 877]
article-text: Χθὲς τὴν ἑσπέραν ἐνεχάρισαν Συριανοὶ ἐκλογεῖς ὑπὸ τὸν κ. Παπαδᾶ ἀνεχώρησαν διὰ Σῦρον πρὸς ὑποστήριξιν τοῦ ὑπὸ τοὺς κ. Μαυροκορδάτον καὶ Βαφειάδην δηλιγιαννικοῦ συνδυασμοῦ. [1352, 366, 1574, 449]
subheadline: Ἡ ἄφιξις τοῦ Γερμανοῦ ἀνακριτοῦ [409, 615, 573, 644]
headline: ΑΙ ΑΠΑΓΟΡΑΙ ΕΙΣ ΤΑΣ ΕΠΑΡΧΙΑΣ [381, 1554, 601, 1571]
article-text: Διὰ τῶν ὑδροθεραπειῶν εὔρισκον μικρὰν ἀνακούφισιν. Μόλις ὅμως ἔλαβα ὑπ' ὄψιν τὰς Pink Pills, ἤρχισα νὰ αἰσθάνωμαι καλύτερα. Ἡ θεραπεία μου ἦτο σύντομος καὶ ἐσήμερα εἶμαι ὑγιέστατος.» [140, 983, 362, 1066]
headline: Η ΚΟΙΝΗ ΣΥΝΕΔΡΙΑΣΙΣ [414, 1209, 568, 1226]
article-text: Οἱ τοῦ Μικτοῦ συνδυασμοῦ εἶχον προχθὲς ἀποφασίσει νὰ κάμωσι τὴν μεγάλην των διαδήλωσιν, ἡ βροχὴ ὅμως ἠνάγκασε τοὺς διοργανωτὰς νὰ ἀναβάλωσιν αὐτήν. Τὸ γενικὸν πρόσταγμα εἰς τὴν διοργάνωσιν τῆς διαδηλώσεως εἶχον οἱ φίλοι τοῦ κ. Μερκούρη. [1352, 714, 1574, 826]
divider [140, 194, 362, 196]
ad-text: Ὁ κ. Ἀντ. Κατζιλίδης, διαμείνας ἐπὶ δεκαετίαν ὡρολάκτης ἐν Παρισίοις, ἔτυχε τοῦ διπλώματος τοῦ ἐκεῖ ὑφασμαλοῦ διὰ νὰ διαφέρη ἐκ τῶν ἄλλων ἐν τῇ τέχνῃ. Ἔχει τὸ κατάστημα ἐπὶ τῆς ὁδοῦ Σταδίου 43, ὑπόσχεται δὲ εἰς τοὺς προσερχομένους ὅτι θὰ τοὺς ἐξυπηρετήσῃ πρὸ πάντων δὲ οἱ εὐγενικῶς ἄνθρωποι ὅσοι ἔρχονται νὰ ἰδοῦν τὸ μετρισμό. [140, 1748, 362, 1888]
column-1 [140, 76, 362, 2146]
subheadline: Διαδήλωσις ὑπὲρ τοῦ κ. Κόρπα [1356, 164, 1570, 178]
article-text: — Πρόσω ἔχεις σὺ κὺρ Γιωργὴ. — Ποῦ θὰ πᾶς καρέμενε; — Εἰς τὰ τάφα κακίστε. [1352, 830, 1537, 872]
ad-headline: Ν. Π. ΚΥΡΙΑΚΟΣ [151, 1437, 351, 1468]
column-2-body [372, 150, 610, 2146]
column-3 [620, 150, 858, 2146]
column-4 [868, 76, 1100, 2146]
banner-headline: ΕΙΔΗΣΕΙΣ ΤΗΣ ΗΜΕΡΑΣ [379, 74, 799, 146]
divider [620, 342, 858, 344]
column-divider [366, 76, 367, 2146]
divider [620, 1077, 858, 1078]
source-credit: (Ἐθν. Πρακτ.) [779, 321, 858, 335]
subheadline: Τραυματισμὸς ὑπαλλήλου [893, 493, 1075, 508]
source-credit: (Ἐθν. Πρακτ.) [531, 524, 610, 538]
article-text: Οἱ ἐνταῦθα παραπιθημένοι ἐκλογεῖς ἐκ Κέας διωργάνωσαν χθὲς πολυπληθῆ καὶ ἐνθουσιώδη διαδήλωσιν ὑπὲρ τοῦ βουλευτοῦ τῆς Κέας Ἀπ. Κόρπα, ὅστις ἀπήντησε δι' ὀλίγων λέξεων. [1352, 182, 1574, 251]
subheadline: Διαδήλωσις ἐν Πειραιεῖ [1379, 876, 1547, 891]
source-credit: (Ἐθν. Πρακτ.) [779, 487, 858, 501]
headline: ΤΩΝ ΜΕΤΑΛΛΩΡΥΧΕΙΩΝ ΕΝ ΓΑΛΛΙΑ [413, 430, 569, 462]
divider [868, 960, 1100, 962]
article-text: Ὁ ὑπάλληλος τοῦ ραφείου κρατοῦσε εἰς τοῦ ἐπεισοδίου τούτου, ἤρπασεν ἀμέσως διάφορα κοπτικὰ ἐργαλεῖα καὶ ἦλθεν ἐπ' αὐτοῦ. Ὁ ἀξιωματικὸς ἐξήγαγε τότε τὸ ξίφος του καὶ ἐτραυμάτισε τὸν ὑπάλληλον εἰς τὴν κεφαλήν. [868, 511, 1100, 595]
divider [372, 1202, 610, 1203]
article-text: Ἐπωλοῦνται εἰς ἅπαντα τὰ Φαρμακεῖα πρὸς δρ. 4.50 τὸ κυτίον ἢ δρ. 24 τὰ 6 κυτία. Γενικὴ ἀντιπροσωπεία ἐν Ἑλλάδι Δαμάλας καὶ Σία ἐν Πειραιεῖ. [140, 1071, 362, 1140]
article-text: Ὁ ἀντιπρόσωπος τῆς τραπέζης Ἐμπεδοκλέους ἐπισκεφθεὶς τὸν συνταγματάρχην Γιαγκὼφ τῷ κατέβαλε τὸ ποσὸν τῶν 200 φρ. [620, 1439, 858, 1495]
article-text: Χθὲς τὴν πρωΐαν μετέβη εἰς τὸ ὑπουργεῖον τῶν Ἐσωτερικῶν ὁ Βούλγαρος συνταγματάρχης Γιαγκὼφ συνοδευόμενος ὑπὸ τοῦ ὑπουργοῦ κ. Τριανταφυλλάκου. Ὁ κ. Τριανταφυλλάκος ἠρώτησεν αὐτὸν διὰ τὴν ὑπόθεσιν τῶν χρημάτων, ὁ δὲ Γιαγκὼφ ἀπήντησεν ὅτι θὰ καταβάλῃ τὸ ποσὸν ἐντὸς ὀλίγων ἡμερῶν. [620, 1291, 858, 1417]
headline: Ο ΓΙΑΓΚΩΦ [666, 1220, 812, 1251]
